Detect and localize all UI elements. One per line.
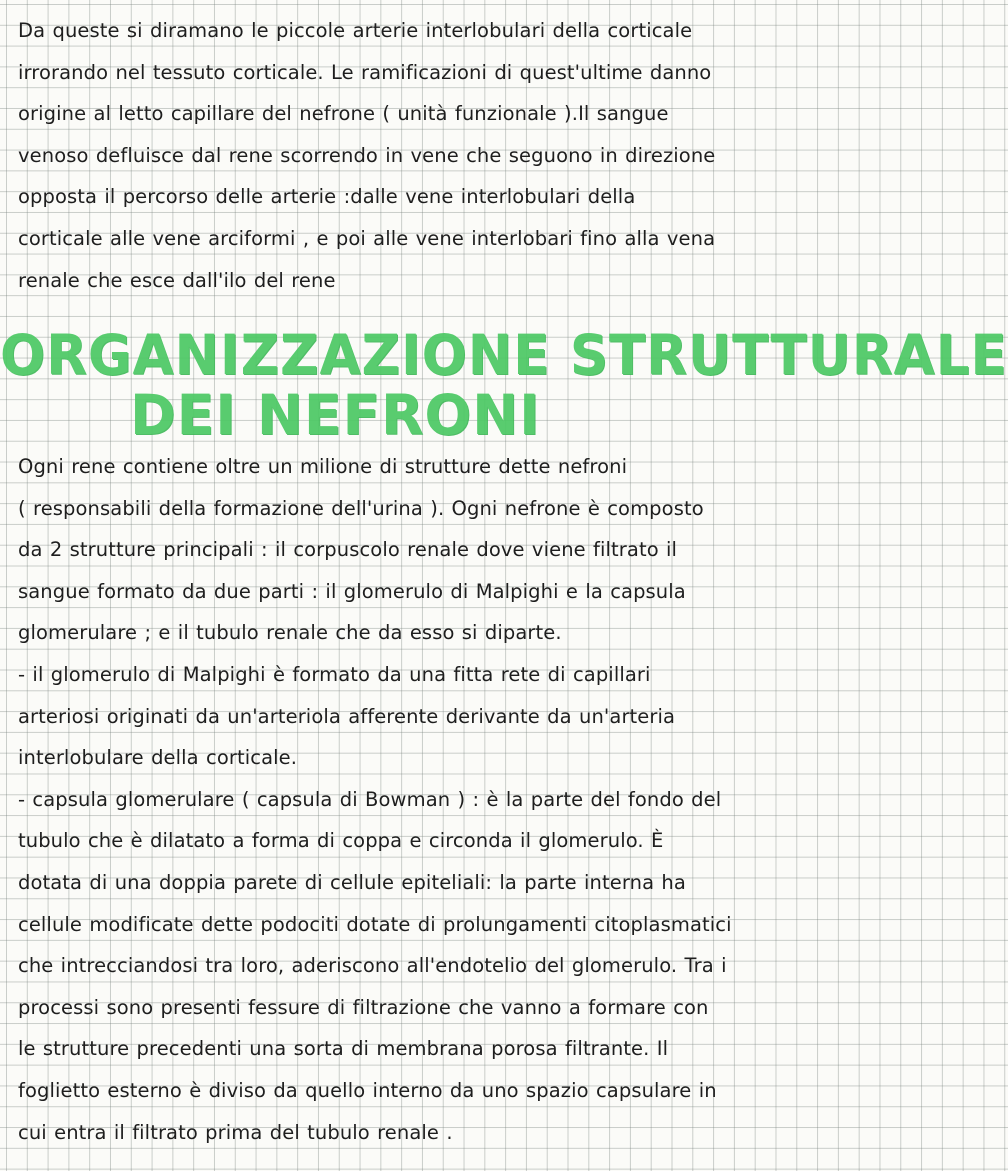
section-heading-line-1: ORGANIZZAZIONE STRUTTURALE (0, 323, 1008, 387)
nephron-paragraph: Ogni rene contiene oltre un milione di strutture dette nefroni ( responsabili della formazione dell'urina ). Ogni nefrone è composto da 2 strutture principali : il corpuscolo renale dove viene filtrato il sangue formato da due parti : il glomerulo di Malpighi e la capsula glomerulare ; e il tubulo renale che da esso si diparte. - il glomerulo di Malpighi è formato da una fitta rete di capillari arteriosi originati da un'arteriola afferente derivante da un'arteria interlobulare della corticale. - capsula glomerulare ( capsula di Bowman ) : è la parte del fondo del tubulo che è dilatato a forma di coppa e circonda il glomerulo. È dotata di una doppia parete di cellule epiteliali: la parte interna ha cellule modificate dette podociti dotate di prolungamenti citoplasmatici che intrecciandosi tra loro, aderiscono all'endotelio del glomerulo. Tra i processi sono presenti fessure di filtrazione che vanno a formare con le strutture precedenti una sorta di membrana porosa filtrante. Il foglietto esterno è diviso da quello interno da uno spazio capsulare in cui entra il filtrato prima del tubulo renale . (18, 455, 732, 1144)
section-heading-line-2: DEI NEFRONI (130, 383, 541, 447)
intro-paragraph: Da queste si diramano le piccole arterie interlobulari della corticale irrorando nel tessuto corticale. Le ramificazioni di quest'ultime danno origine al letto capillare del nefrone ( unità funzionale ).Il sangue venoso defluisce dal rene scorrendo in vene che seguono in direzione opposta il percorso delle arterie :dalle vene interlobulari della corticale alle vene arciformi , e poi alle vene interlobari fino alla vena renale che esce dall'ilo del rene (18, 19, 716, 292)
